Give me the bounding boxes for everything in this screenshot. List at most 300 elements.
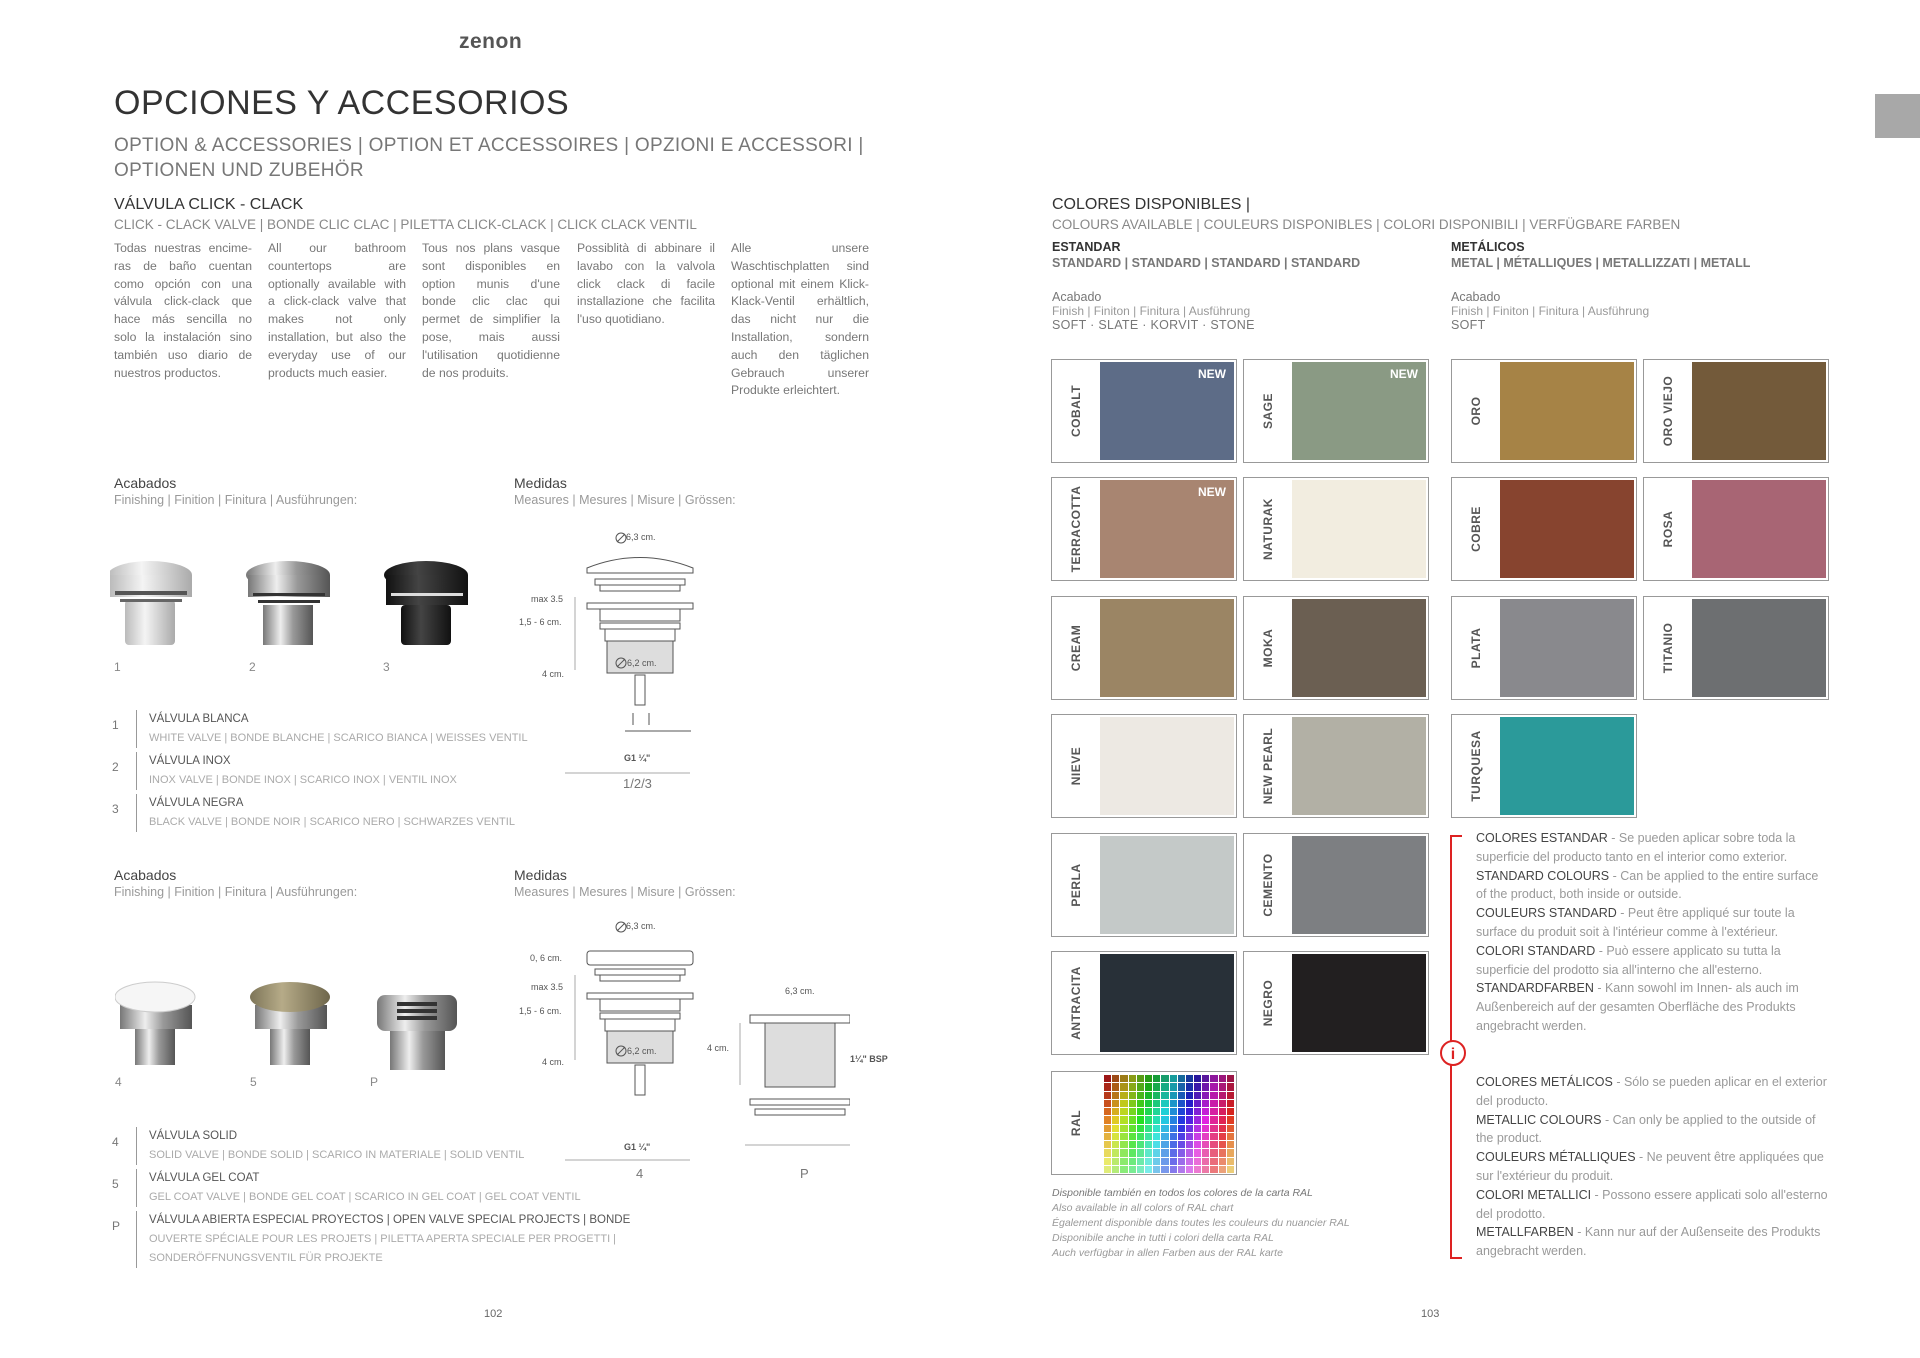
colors-subtitle: COLOURS AVAILABLE | COULEURS DISPONIBLES | COLORI DISPONIBILI | VERFÜGBARE FARBEN (1052, 217, 1681, 232)
list-item: P VÁLVULA ABIERTA ESPECIAL PROYECTOS | OPEN VALVE SPECIAL PROJECTS | BONDE OUVERTE SPÉCIALE POUR LES PROJETS | PILETTA APERTA SPECIALE PER PROGETTI | SONDERÖFFNUNGSVENTIL FÜR PROJEKTE (112, 1211, 632, 1268)
ral-chip (1145, 1158, 1152, 1165)
ral-chip (1227, 1133, 1234, 1140)
ral-chip (1170, 1083, 1177, 1090)
solid-valve-image (115, 982, 195, 1065)
ral-chip (1153, 1133, 1160, 1140)
dim-thread: G1 ¼" (624, 1142, 651, 1152)
ral-chip (1104, 1092, 1111, 1099)
ral-chip (1202, 1133, 1209, 1140)
ral-chip (1210, 1125, 1217, 1132)
ral-chip (1219, 1125, 1226, 1132)
valve-products-1 (110, 555, 490, 675)
product-number-2: 2 (249, 660, 256, 674)
ral-chip (1112, 1133, 1119, 1140)
ral-chip (1194, 1075, 1201, 1082)
ral-chip (1178, 1075, 1185, 1082)
ral-chip (1120, 1149, 1127, 1156)
ral-chip (1227, 1092, 1234, 1099)
gelcoat-valve-image (250, 982, 330, 1065)
swatch-new-pearl (1243, 714, 1429, 818)
ral-chip (1137, 1158, 1144, 1165)
page-title: OPCIONES Y ACCESORIOS (114, 84, 570, 122)
ral-chip (1112, 1100, 1119, 1107)
ral-chip (1161, 1108, 1168, 1115)
ral-chip (1227, 1158, 1234, 1165)
ral-chip (1186, 1166, 1193, 1173)
page-tab-marker (1875, 94, 1920, 138)
ral-chip (1145, 1149, 1152, 1156)
ral-chip (1112, 1166, 1119, 1173)
ral-chip (1186, 1125, 1193, 1132)
ral-chip (1170, 1125, 1177, 1132)
ral-chip (1145, 1133, 1152, 1140)
new-badge: NEW (1198, 485, 1226, 499)
ral-chip (1170, 1149, 1177, 1156)
ral-chip (1178, 1166, 1185, 1173)
measures-title: Medidas (514, 475, 567, 491)
swatch-turquesa (1451, 714, 1637, 818)
ral-chip (1161, 1116, 1168, 1123)
finishes-header-1 (114, 475, 357, 507)
finishes-title: Acabados (114, 867, 177, 883)
ral-chip (1104, 1166, 1111, 1173)
swatch-name: ORO (1468, 396, 1483, 426)
ral-chip (1153, 1108, 1160, 1115)
ral-chip (1153, 1141, 1160, 1148)
ral-chip (1186, 1083, 1193, 1090)
ral-chip (1129, 1125, 1136, 1132)
ral-chip (1227, 1125, 1234, 1132)
ral-chip (1161, 1158, 1168, 1165)
page-number-right: 103 (1421, 1308, 1440, 1320)
ral-chip (1227, 1083, 1234, 1090)
swatch-negro (1243, 951, 1429, 1055)
swatch-name: PLATA (1468, 627, 1483, 669)
swatch-cemento (1243, 833, 1429, 937)
ral-chip (1120, 1116, 1127, 1123)
ral-chip (1202, 1125, 1209, 1132)
ral-chip (1145, 1100, 1152, 1107)
ral-note: Disponible también en todos los colores de la carta RAL Also available in all colors of RAL chart Également disponible dans toutes les couleurs du nuancier RAL Disponibile anche in tutti i colori della carta RAL Auch verfügbar in allen Farben aus der RAL karte (1052, 1187, 1350, 1259)
ral-chip (1219, 1141, 1226, 1148)
swatch-cobre (1451, 477, 1637, 581)
valve-text-fr: Tous nos plans vasque sont disponibles en option munis d'une bonde clic clac qui permet de simplifier la pose, mais aussi l'utilisation quotidienne de nos produits. (422, 241, 560, 380)
ral-chip (1137, 1116, 1144, 1123)
ral-chip (1178, 1116, 1185, 1123)
dim-top: 0, 6 cm. (530, 953, 563, 963)
measures-header-1 (514, 475, 736, 507)
ral-chip (1202, 1092, 1209, 1099)
ral-chip (1104, 1108, 1111, 1115)
ral-chip (1170, 1141, 1177, 1148)
swatch-oro-viejo (1643, 359, 1829, 463)
valve-text-de: Alle unsere Waschtischplatten sind optional mit einem Klick-Klack-Ventil erhältlich, das nicht nur die Installation, sondern auch den täglichen Gebrauch unserer Produkte erleichtert. (731, 241, 869, 398)
ral-chip (1129, 1100, 1136, 1107)
ral-chip (1219, 1149, 1226, 1156)
ral-chip (1170, 1116, 1177, 1123)
ral-chip (1129, 1116, 1136, 1123)
swatch-color (1500, 717, 1634, 815)
swatch-color (1292, 836, 1426, 934)
list-item: 2 VÁLVULA INOX INOX VALVE | BONDE INOX | SCARICO INOX | VENTIL INOX (112, 752, 632, 790)
ral-chip (1219, 1116, 1226, 1123)
ral-chip (1194, 1108, 1201, 1115)
valve-title: VÁLVULA CLICK - CLACK (114, 196, 304, 213)
ral-chip (1227, 1166, 1234, 1173)
ral-chip (1129, 1158, 1136, 1165)
ral-chip (1202, 1141, 1209, 1148)
product-number-5: 5 (250, 1075, 257, 1089)
swatch-name: SAGE (1260, 392, 1275, 430)
new-badge: NEW (1198, 367, 1226, 381)
ral-chip (1210, 1108, 1217, 1115)
dim-diameter-body: 6,2 cm. (627, 1046, 657, 1056)
swatch-color (1292, 480, 1426, 578)
ral-chip (1161, 1092, 1168, 1099)
ral-chip (1129, 1092, 1136, 1099)
swatch-name: TURQUESA (1468, 730, 1483, 802)
ral-chip (1219, 1092, 1226, 1099)
swatch-name: PERLA (1068, 863, 1083, 907)
ral-chip (1219, 1133, 1226, 1140)
drawing-caption-p: P (800, 1166, 809, 1181)
ral-chip (1202, 1075, 1209, 1082)
metallic-header: METÁLICOS METAL | MÉTALLIQUES | METALLIZZATI | METALL Acabado Finish | Finiton | Finitura | Ausführung SOFT (1451, 240, 1751, 332)
dim-height: 4 cm. (542, 1057, 565, 1067)
ral-chip (1137, 1141, 1144, 1148)
ral-chip (1194, 1083, 1201, 1090)
ral-chip (1120, 1158, 1127, 1165)
ral-chip (1227, 1100, 1234, 1107)
swatch-name: COBRE (1468, 506, 1483, 552)
ral-chip (1210, 1158, 1217, 1165)
brand-logo: zenon (459, 30, 523, 53)
ral-chip (1170, 1166, 1177, 1173)
ral-chip (1145, 1083, 1152, 1090)
ral-chip (1145, 1075, 1152, 1082)
list-item: 4 VÁLVULA SOLID SOLID VALVE | BONDE SOLID | SCARICO IN MATERIALE | SOLID VENTIL (112, 1127, 632, 1165)
ral-chip (1112, 1108, 1119, 1115)
swatch-color (1100, 599, 1234, 697)
ral-chip (1194, 1149, 1201, 1156)
swatch-color (1100, 362, 1234, 460)
swatch-name: RAL (1068, 1109, 1083, 1137)
info-icon: i (1440, 1040, 1466, 1066)
white-valve-image (110, 561, 192, 645)
swatch-antracita (1051, 951, 1237, 1055)
product-number-4: 4 (115, 1075, 122, 1089)
dim-height: 4 cm. (542, 669, 565, 679)
valve-text-es: Todas nuestras encime-ras de baño cuentan como opción con una válvula click-clack que hace más sencilla no solo la instalación sino también uso diario de nuestros productos. (114, 241, 252, 380)
ral-chip (1120, 1166, 1127, 1173)
swatch-name: CEMENTO (1260, 853, 1275, 917)
ral-chip (1129, 1083, 1136, 1090)
swatch-color (1292, 599, 1426, 697)
ral-chip (1194, 1158, 1201, 1165)
list-item: 3 VÁLVULA NEGRA BLACK VALVE | BONDE NOIR | SCARICO NERO | SCHWARZES VENTIL (112, 794, 632, 832)
ral-chip (1194, 1141, 1201, 1148)
ral-chip (1112, 1125, 1119, 1132)
swatch-color (1292, 717, 1426, 815)
ral-chip (1137, 1083, 1144, 1090)
ral-chip (1137, 1075, 1144, 1082)
swatch-name: MOKA (1260, 628, 1275, 668)
dim-diameter-top: 6,3 cm. (626, 921, 656, 931)
swatch-perla (1051, 833, 1237, 937)
ral-chip (1129, 1075, 1136, 1082)
ral-chip (1227, 1116, 1234, 1123)
ral-chip (1161, 1125, 1168, 1132)
ral-chip (1145, 1141, 1152, 1148)
swatch-name: CREAM (1068, 624, 1083, 672)
ral-chip (1153, 1125, 1160, 1132)
ral-chip (1104, 1149, 1111, 1156)
subtitle-line-2: OPTIONEN UND ZUBEHÖR (114, 160, 364, 181)
inox-valve-image (246, 561, 330, 645)
ral-chip (1210, 1149, 1217, 1156)
ral-chip (1153, 1083, 1160, 1090)
ral-chip (1153, 1075, 1160, 1082)
ral-chip (1202, 1108, 1209, 1115)
dim-thread: G1 ¼" (624, 753, 651, 763)
swatch-color (1500, 362, 1634, 460)
ral-chip (1161, 1141, 1168, 1148)
swatch-color (1100, 954, 1234, 1052)
swatch-name: NIEVE (1068, 746, 1083, 786)
swatch-color (1692, 480, 1826, 578)
ral-chip (1145, 1108, 1152, 1115)
ral-chip (1202, 1116, 1209, 1123)
swatch-color (1100, 717, 1234, 815)
technical-drawing-p (700, 985, 850, 1155)
ral-chip (1104, 1100, 1111, 1107)
swatch-name: TITANIO (1660, 622, 1675, 674)
ral-chip (1104, 1125, 1111, 1132)
colors-title: COLORES DISPONIBLES | (1052, 196, 1250, 213)
ral-chip (1210, 1075, 1217, 1082)
ral-chip (1210, 1166, 1217, 1173)
dim-thread-p: 1¼" BSP (850, 1054, 888, 1064)
ral-chip (1227, 1149, 1234, 1156)
ral-chip (1153, 1092, 1160, 1099)
swatch-color (1692, 362, 1826, 460)
ral-chip (1194, 1133, 1201, 1140)
ral-chip (1120, 1125, 1127, 1132)
ral-chip (1104, 1116, 1111, 1123)
ral-chip (1104, 1075, 1111, 1082)
valve-subtitle: CLICK - CLACK VALVE | BONDE CLIC CLAC | PILETTA CLICK-CLACK | CLICK CLACK VENTIL (114, 217, 697, 232)
product-number-1: 1 (114, 660, 121, 674)
ral-chip (1186, 1141, 1193, 1148)
ral-chip (1145, 1166, 1152, 1173)
ral-chip (1210, 1141, 1217, 1148)
ral-chip (1120, 1075, 1127, 1082)
measures-subtitle: Measures | Mesures | Misure | Grössen: (514, 885, 736, 899)
dim-max: max 3.5 (531, 982, 564, 992)
ral-chip (1210, 1116, 1217, 1123)
ral-chip (1178, 1158, 1185, 1165)
ral-chip (1210, 1092, 1217, 1099)
ral-chip (1137, 1108, 1144, 1115)
ral-chip (1137, 1125, 1144, 1132)
ral-chip (1219, 1100, 1226, 1107)
ral-chip (1186, 1075, 1193, 1082)
ral-chip (1161, 1075, 1168, 1082)
ral-chip (1120, 1141, 1127, 1148)
valve-products-2 (115, 975, 495, 1075)
ral-chip (1112, 1141, 1119, 1148)
ral-chip (1137, 1100, 1144, 1107)
ral-chip (1186, 1116, 1193, 1123)
ral-chip (1178, 1125, 1185, 1132)
swatch-color (1292, 954, 1426, 1052)
page-number-left: 102 (484, 1308, 503, 1320)
ral-color-chart (1104, 1075, 1234, 1173)
swatch-terracotta (1051, 477, 1237, 581)
measures-title: Medidas (514, 867, 567, 883)
ral-chip (1129, 1149, 1136, 1156)
ral-chip (1202, 1158, 1209, 1165)
list-item: 5 VÁLVULA GEL COAT GEL COAT VALVE | BONDE GEL COAT | SCARICO IN GEL COAT | GEL COAT VENTIL (112, 1169, 632, 1207)
ral-chip (1161, 1149, 1168, 1156)
ral-chip (1161, 1133, 1168, 1140)
info-metallic: COLORES METÁLICOS - Sólo se pueden aplicar en el exterior del producto. METALLIC COLOURS - Can only be applied to the outside of the product. COULEURS MÉTALLIQUES - Ne peuvent être appliquées que sur l'extérieur du produit. COLORI METALLICI - Possono essere applicati solo all'esterno del prodotto. METALLFARBEN - Kann nur auf der Außenseite des Produkts angebracht werden. (1476, 1075, 1828, 1259)
ral-chip (1104, 1141, 1111, 1148)
ral-chip (1153, 1149, 1160, 1156)
ral-chip (1112, 1116, 1119, 1123)
ral-chip (1153, 1116, 1160, 1123)
ral-chip (1170, 1100, 1177, 1107)
ral-chip (1104, 1158, 1111, 1165)
open-valve-image (377, 995, 457, 1070)
ral-chip (1145, 1116, 1152, 1123)
swatch-color (1292, 362, 1426, 460)
swatch-name: ROSA (1660, 510, 1675, 548)
drawing-caption-4: 4 (636, 1166, 644, 1181)
swatch-sage (1243, 359, 1429, 463)
ral-chip (1112, 1158, 1119, 1165)
list-item: 1 VÁLVULA BLANCA WHITE VALVE | BONDE BLANCHE | SCARICO BIANCA | WEISSES VENTIL (112, 710, 632, 748)
ral-chip (1137, 1133, 1144, 1140)
ral-chip (1145, 1125, 1152, 1132)
dim-height-p: 4 cm. (707, 1043, 730, 1053)
ral-chip (1219, 1166, 1226, 1173)
ral-chip (1186, 1108, 1193, 1115)
ral-chip (1120, 1108, 1127, 1115)
ral-chip (1194, 1125, 1201, 1132)
ral-chip (1186, 1100, 1193, 1107)
ral-chip (1170, 1158, 1177, 1165)
swatch-rosa (1643, 477, 1829, 581)
info-standard: COLORES ESTANDAR - Se pueden aplicar sobre toda la superficie del producto tanto en el interior como exterior. STANDARD COLOURS - Can be applied to the entire surface of the product, both inside or outside. COULEURS STANDARD - Peut être appliqué sur toute la surface du produit soit à l'intérieur comme à l'extérieur. COLORI STANDARD - Può essere applicato su tutta la superficie del prodotto sia all'interno che all'esterno. STANDARDFARBEN - Kann sowohl im Innen- als auch im Außenbereich auf der gesamten Oberfläche des Produkts angebracht werden. (1476, 831, 1819, 1033)
swatch-name: NATURAK (1260, 498, 1275, 560)
valve-list-2 (112, 1127, 632, 1272)
ral-chip (1153, 1158, 1160, 1165)
finishes-subtitle: Finishing | Finition | Finitura | Ausführungen: (114, 885, 358, 899)
swatch-oro (1451, 359, 1637, 463)
ral-chip (1219, 1083, 1226, 1090)
swatch-name: NEW PEARL (1260, 727, 1275, 805)
ral-chip (1129, 1166, 1136, 1173)
standard-header: ESTANDAR STANDARD | STANDARD | STANDARD | STANDARD Acabado Finish | Finiton | Finitura | Ausführung SOFT · SLATE · KORVIT · STONE (1052, 240, 1361, 332)
ral-chip (1178, 1108, 1185, 1115)
ral-chip (1178, 1133, 1185, 1140)
dim-max: max 3.5 (531, 594, 564, 604)
ral-chip (1178, 1100, 1185, 1107)
swatch-titanio (1643, 596, 1829, 700)
ral-chip (1129, 1133, 1136, 1140)
dim-diameter-p: 6,3 cm. (785, 986, 815, 996)
swatch-color (1100, 836, 1234, 934)
measures-subtitle: Measures | Mesures | Misure | Grössen: (514, 493, 736, 507)
ral-chip (1210, 1100, 1217, 1107)
ral-chip (1137, 1092, 1144, 1099)
ral-chip (1186, 1158, 1193, 1165)
ral-chip (1137, 1149, 1144, 1156)
ral-chip (1112, 1083, 1119, 1090)
black-valve-image (384, 561, 468, 645)
ral-chip (1227, 1141, 1234, 1148)
ral-chip (1194, 1116, 1201, 1123)
ral-chip (1161, 1166, 1168, 1173)
ral-chip (1120, 1133, 1127, 1140)
swatch-nieve (1051, 714, 1237, 818)
swatch-color (1500, 599, 1634, 697)
ral-chip (1186, 1149, 1193, 1156)
ral-chip (1120, 1092, 1127, 1099)
valve-list-1 (112, 710, 632, 836)
swatch-name: NEGRO (1260, 979, 1275, 1027)
ral-chip (1186, 1133, 1193, 1140)
ral-chip (1170, 1133, 1177, 1140)
ral-chip (1120, 1100, 1127, 1107)
ral-chip (1178, 1092, 1185, 1099)
ral-chip (1170, 1108, 1177, 1115)
ral-chip (1153, 1166, 1160, 1173)
ral-chip (1112, 1149, 1119, 1156)
swatch-name: ORO VIEJO (1660, 375, 1675, 447)
swatch-naturak (1243, 477, 1429, 581)
finishes-subtitle: Finishing | Finition | Finitura | Ausführungen: (114, 493, 358, 507)
ral-chip (1104, 1133, 1111, 1140)
swatch-name: TERRACOTTA (1068, 485, 1083, 573)
ral-chip (1129, 1108, 1136, 1115)
swatch-color (1692, 599, 1826, 697)
ral-chip (1170, 1092, 1177, 1099)
ral-chip (1227, 1108, 1234, 1115)
finishes-header-2 (114, 867, 357, 899)
dim-diameter-top: 6,3 cm. (626, 532, 656, 542)
ral-chip (1129, 1141, 1136, 1148)
ral-chip (1145, 1092, 1152, 1099)
ral-chip (1202, 1100, 1209, 1107)
swatch-color (1500, 480, 1634, 578)
swatch-ral (1051, 1071, 1237, 1175)
finishes-title: Acabados (114, 475, 177, 491)
ral-chip (1170, 1075, 1177, 1082)
ral-chip (1210, 1133, 1217, 1140)
dim-range: 1,5 - 6 cm. (519, 1006, 562, 1016)
ral-chip (1137, 1166, 1144, 1173)
product-number-p: P (370, 1075, 379, 1089)
swatch-name: ANTRACITA (1068, 966, 1083, 1040)
ral-chip (1153, 1100, 1160, 1107)
drawing-caption-1: 1/2/3 (623, 776, 652, 791)
ral-chip (1202, 1166, 1209, 1173)
ral-chip (1219, 1158, 1226, 1165)
ral-chip (1186, 1092, 1193, 1099)
swatch-name: COBALT (1068, 384, 1083, 438)
